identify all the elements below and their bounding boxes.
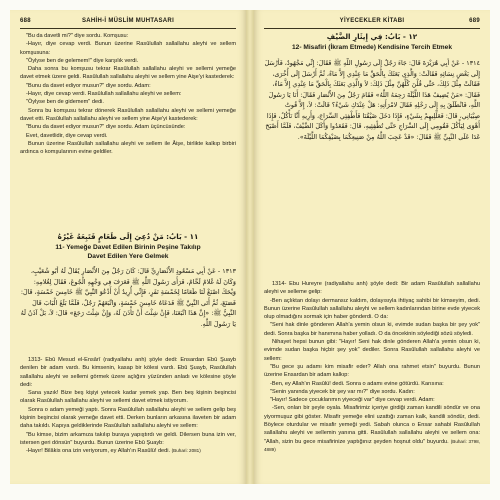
paragraph: Nihayet hepsi bunun gibi: "Hayır! Seni hak dinle gönderen Allah'a yemin olsun ki, evimde sudan başka hiçbir şey yok" dediler. Sonra Rasûlullah sallallahu aleyhi ve sellem:	[264, 339, 480, 362]
hadith-commentary	[264, 280, 480, 478]
hadith-arabic: ١٣١٤ - عَنْ أَبِي هُرَيْرَةَ قَالَ: جَاءَ رَجُلٌ إِلَى رَسُولِ اللَّهِ ﷺ فَقَالَ: إِنِّي مَجْهُودٌ، فَأَرْسَلَ إِلَى بَعْضِ نِسَائِهِ فَقَالَتْ: وَالَّذِي بَعَثَكَ بِالْحَقِّ مَا عِنْدِي إِلاَّ مَاءٌ، ثُمَّ أَرْسَلَ إِلَى أُخْرَى، فَقَالَتْ مِثْلَ ذَلِكَ، حَتَّى قُلْنَ كُلُّهُنَّ مِثْلَ ذَلِكَ: لاَ وَالَّذِي بَعَثَكَ بِالْحَقِّ مَا عِنْدِي إِلاَّ مَاءٌ، فَقَالَ: «مَنْ يُضِيفُ هَذَا اللَّيْلَةَ رَحِمَهُ اللَّهُ» فَقَامَ رَجُلٌ مِنَ الأَنْصَارِ فَقَالَ: أَنَا يَا رَسُولَ اللَّهِ، فَانْطَلَقَ بِهِ إِلَى رَحْلِهِ فَقَالَ لامْرَأَتِهِ: هَلْ عِنْدَكِ شَيْءٌ؟ قَالَتْ: لاَ، إِلاَّ قُوتُ صِبْيَانِي، قَالَ: فَعَلِّلِيهِمْ بِشَيْءٍ، فَإِذَا دَخَلَ ضَيْفُنَا فَأَطْفِئِي السِّرَاجَ، وَأَرِيهِ أَنَّا نَأْكُلُ، فَإِذَا أَهْوَى لِيَأْكُلَ فَقُومِي إِلَى السِّرَاجِ حَتَّى تُطْفِئِيهِ، قَالَ: فَقَعَدُوا وَأَكَلَ الضَّيْفُ، فَلَمَّا أَصْبَحَ غَدَا عَلَى النَّبِيِّ ﷺ فَقَالَ: «قَدْ عَجِبَ اللَّهُ مِنْ صَنِيعِكُمَا بِضَيْفِكُمَا اللَّيْلَةَ».	[264, 59, 480, 141]
book-gutter	[246, 10, 254, 484]
running-title: SAHİH-İ MÜSLİM MUHTASARI	[81, 18, 175, 24]
paragraph: -Hayır, diye cevap verdi. Bunun üzerine Rasûlullah sallallahu aleyhi ve sellem komşusuna:	[20, 41, 236, 56]
quote-text: -Sen, onları bir şeyle oyala. Misafirimiz içeriye girdiği zaman kandili söndür ve ona yiyormuşuz gibi göster. Misafir yemeğe elini uzattığı zaman kalk, kandili söndür, dedi. Böylece oturdular ve misafir yemeği yedi. Sabah olunca o Ensar sahabi Rasûlullah sallallahu aleyhi ve sellemin yanına gitti. Rasûlullah sallallahu aleyhi ve sellem ona: "Allah, sizin bu gece misafirinize yaptığınız şeyden hoşnut oldu" buyurdu.	[264, 405, 480, 445]
page-number: 689	[469, 18, 480, 24]
running-title: YİYECEKLER KİTABI	[339, 18, 405, 24]
paragraph: "Seni hak dinle gönderen Allah'a yemin olsun ki, evimde sudan başka bir şey yok" dedi. Sonra başka bir hanımına haber yolladı. O da öncekinin söylediği sözü söyledi.	[264, 322, 480, 337]
paragraph: "Bunu da davet ediyor musun?" diye sordu. Adam üçüncüsünde:	[26, 124, 186, 131]
paragraph: Evet, davetlidir, diye cevap verdi.	[26, 132, 108, 139]
paragraph: Sana yazık! Bize beş kişiyi yetecek kadar yemek yap. Ben beş kişinin beşincisi olarak Rasûlullah sallallahu aleyhi ve sellemi davet etmek istiyorum.	[20, 390, 236, 405]
paragraph: -Ben açlıktan dolayı dermansız kaldım, dolayısıyla ihtiyaç sahibi bir kimseyim, dedi. Bunun üzerine Rasûlullah sallallahu aleyhi ve sellem kadınlarından birine evde yiyecek olup olmadığını sormak için haber gönderdi. O da:	[264, 297, 480, 321]
paragraph: -Hayır, diye cevap verdi. Rasûlullah sallallahu aleyhi ve sellem:	[26, 91, 182, 98]
paragraph	[20, 447, 236, 455]
paragraph: 1313- Ebû Mesud el-Ensârî (radiyallahu anh) şöyle dedi: Ensardan Ebû Şuayb denilen bir adam vardı. Bu kimsenin, kasap bir kölesi vardı. Ebû Şuayb, Rasûlullah sallallahu aleyhi ve sellemi görmek üzere açlığını yüzünden anladı ve kölesine şöyle dedi:	[20, 357, 236, 388]
chapter-heading: 12- Misafiri (İkram Etmede) Kendisine Tercih Etmek	[291, 44, 452, 51]
hadith-arabic: ١٣١٣ - عَنْ أَبِي مَسْعُودٍ الأَنْصَارِيِّ قَالَ: كَانَ رَجُلٌ مِنَ الأَنْصَارِ يُقَالُ لَهُ أَبُو شُعَيْبٍ، وَكَانَ لَهُ غُلامٌ لَحَّامٌ، فَرَأَى رَسُولَ اللَّهِ ﷺ فَعَرَفَ فِي وَجْهِهِ الْجُوعَ، فَقَالَ لِغُلامِهِ: وَيْحَكَ اصْنَعْ لَنَا طَعَامًا لِخَمْسَةِ نَفَرٍ، فَإِنِّي أُرِيدُ أَنْ أَدْعُوَ النَّبِيَّ ﷺ خَامِسَ خَمْسَةٍ، قَالَ: فَصَنَعَ، ثُمَّ أَتَى النَّبِيَّ ﷺ فَدَعَاهُ خَامِسَ خَمْسَةٍ، وَاتَّبَعَهُمْ رَجُلٌ، فَلَمَّا بَلَغَ الْبَابَ قَالَ النَّبِيُّ ﷺ: «إِنَّ هَذَا اتَّبَعَنَا، فَإِنْ شِئْتَ أَنْ تَأْذَنَ لَهُ، وَإِنْ شِئْتَ رَجَعَ» قَالَ: لاَ، بَلْ آذَنُ لَهُ يَا رَسُولَ اللَّهِ.	[20, 267, 236, 328]
paragraph: Bunun üzerine Rasûlullah sallallahu aleyhi ve sellem ile Âişe, birlikte kalkıp birbiri ardınca o komşularının evine geldiler.	[20, 140, 236, 156]
paragraph: "Öylyse ben de gidemem" dedi.	[26, 99, 104, 106]
paragraph: Sonra bu komşusu tekrar dönerek Rasûlullah sallallahu aleyhi ve sellemi yemeğe davet etti. Rasûlullah sallallahu aleyhi ve sellem yine Aişe'yi kastederek:	[20, 107, 236, 122]
paragraph: "Senin yanında yiyecek bir şey var mı?" diye sordu. Kadın:	[270, 388, 415, 395]
body-text	[20, 32, 236, 228]
paragraph: -Ben, ey Allah'ın Rasûlü! dedi. Sonra o adamı evine götürdü. Karısına:	[270, 380, 444, 387]
running-head	[264, 16, 480, 29]
paragraph: "Öylyse ben de gelemem!" diye karşılık verdi.	[26, 57, 139, 64]
chapter-heading-arabic: ١٢ - بَابُ: فِي إِيثَارِ الضَّيْفِ	[326, 32, 418, 41]
paragraph: 1314- Ebu Hureyre (radiyallahu anh) şöyle dedi: Bir adam Rasûlullah sallallahu aleyhi ve selleme gelip:	[264, 281, 480, 296]
paragraph: "Bu gece şu adamı kim misafir eder? Allah ona rahmet etsin" buyurdu. Bunun üzerine Ensardan bir adam kalkıp:	[264, 363, 480, 379]
chapter-heading-arabic: ١١ - بَابُ: مَنْ دُعِيَ إِلَى طَعَامٍ فَتَبِعَهُ غَيْرُهُ	[57, 232, 199, 241]
paragraph: "Bu kimse, bizim arkamıza takılıp buraya yapıştırdı ve geldi. Dilersen buna izin ver, istersen geri dönsün" buyurdu. Bunun üzerine Ebû Şuayb:	[20, 431, 236, 446]
right-page	[254, 10, 490, 484]
paragraph: Sonra o adam yemeği yaptı. Sonra Rasûlullah sallallahu aleyhi ve sellem gelip beş kişinin beşincisi olarak yemeğe davet etti. Derken bunların arkasına ilaveten bir adam daha takıldı. Kapıya geldiklerinde Rasûlullah sallallahu aleyhi ve sellem:	[20, 406, 236, 430]
left-page	[10, 10, 246, 484]
chapter-heading: 11- Yemeğe Davet Edilen Birinin Peşine Takılıp Davet Edilen Yere Gelmek	[55, 244, 201, 260]
page-number: 688	[20, 18, 31, 24]
paragraph: "Bu da davetli mi?" diye sordu. Komşusu:	[26, 33, 129, 39]
citation: (Buhari: 2081)	[171, 448, 201, 454]
paragraph	[264, 404, 480, 454]
paragraph: Daha sonra bu komşusu tekrar Rasûlullah sallallahu aleyhi ve sellemi yemeğe davet etmek üzere geldi. Rasûlullah sallallahu aleyhi ve sellem yine Aişe'yi kastederek:	[20, 66, 236, 81]
paragraph: "Hayır! Sadece çocuklarımın yiyeceği var" diye cevap verdi. Adam:	[270, 397, 435, 404]
running-head	[20, 16, 236, 29]
paragraph: "Bunu da davet ediyor musun?" diye sordu. Adam:	[26, 82, 151, 89]
quote-text: -Hayır! Bilâkis ona izin veriyorum, ey Allah'ın Rasûlü! dedi.	[26, 448, 171, 455]
hadith-commentary	[20, 356, 236, 480]
citation: (Buhari: 3798, 4889)	[264, 438, 480, 452]
